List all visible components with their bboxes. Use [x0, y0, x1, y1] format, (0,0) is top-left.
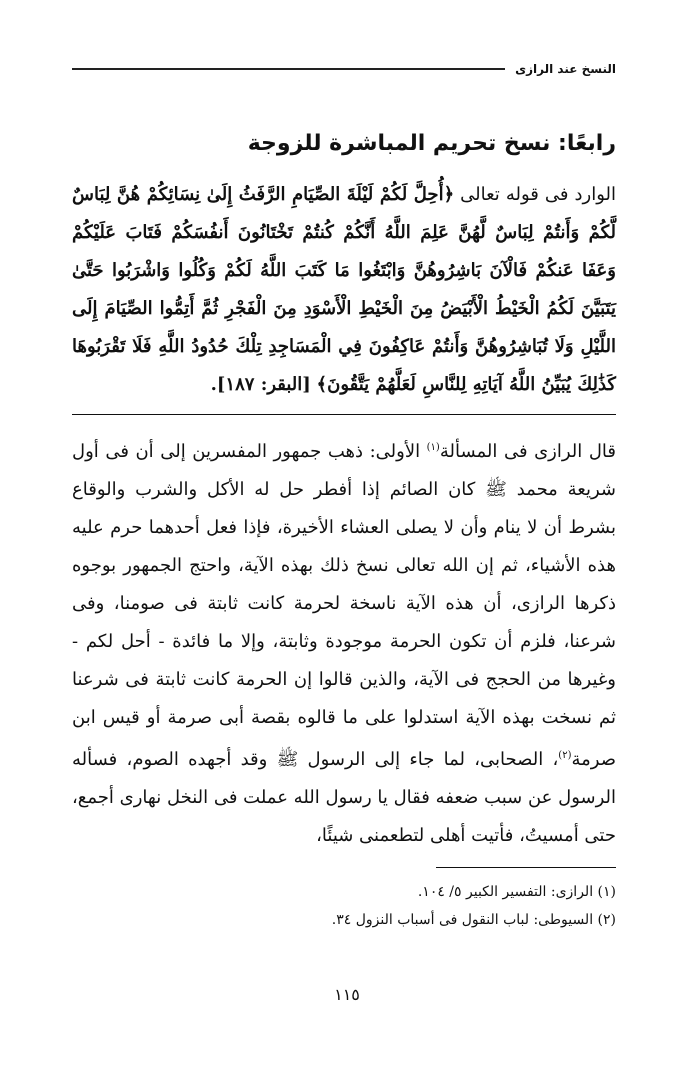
section-divider: [72, 414, 616, 415]
commentary-start: قال الرازى فى المسألة: [439, 440, 616, 462]
verse-lead: الوارد فى قوله تعالى: [460, 183, 617, 205]
section-heading: رابعًا: نسخ تحريم المباشرة للزوجة: [247, 131, 616, 156]
footnote-1: (١) الرازى: التفسير الكبير ٥/ ١٠٤.: [417, 883, 616, 900]
commentary-paragraph: [72, 429, 616, 855]
running-header-title: النسخ عند الرازى: [515, 62, 616, 76]
commentary-main: الأولى: ذهب جمهور المفسرين إلى أن فى أول شريعة محمد ﷺ كان الصائم إذا أفطر حل له الأكل والشرب والوقاع بشرط أن لا ينام وأن لا يصلى العشاء الأخيرة، فإذا فعل أحدهما حرم عليه هذه الأشياء، ثم إن الله تعالى نسخ ذلك بهذه الآية، واحتج الجمهور بوجوه ذكرها الرازى، أن هذه الآية ناسخة لحرمة كانت ثابتة فى صومنا، وفى شرعنا، فلزم أن تكون الحرمة موجودة وثابتة، وإلا ما فائدة - أحل لكم - وغيرها من الحجج فى الآية، والذين قالوا إن الحرمة كانت ثابتة فى شرعنا ثم نسخت بهذه الآية استدلوا على ما قالوه بقصة أبى صرمة أو قيس ابن صرمة: [72, 440, 616, 770]
footnote-2: (٢) السيوطى: لباب النقول فى أسباب النزول ٣٤.: [331, 911, 616, 928]
quran-verse: ﴿أُحِلَّ لَكُمْ لَيْلَةَ الصِّيَامِ الرَّفَثُ إِلَىٰ نِسَائِكُمْ هُنَّ لِبَاسٌ لَّكُمْ وَأَنتُمْ لِبَاسٌ لَّهُنَّ عَلِمَ اللَّهُ أَنَّكُمْ كُنتُمْ تَخْتَانُونَ أَنفُسَكُمْ فَتَابَ عَلَيْكُمْ وَعَفَا عَنكُمْ فَالْآنَ بَاشِرُوهُنَّ وَابْتَغُوا مَا كَتَبَ اللَّهُ لَكُمْ وَكُلُوا وَاشْرَبُوا حَتَّىٰ يَتَبَيَّنَ لَكُمُ الْخَيْطُ الْأَبْيَضُ مِنَ الْخَيْطِ الْأَسْوَدِ مِنَ الْفَجْرِ ثُمَّ أَتِمُّوا الصِّيَامَ إِلَى اللَّيْلِ وَلَا تُبَاشِرُوهُنَّ وَأَنتُمْ عَاكِفُونَ فِي الْمَسَاجِدِ تِلْكَ حُدُودُ اللَّهِ فَلَا تَقْرَبُوهَا كَذَٰلِكَ يُبَيِّنُ اللَّهُ آيَاتِهِ لِلنَّاسِ لَعَلَّهُمْ يَتَّقُونَ﴾: [72, 183, 616, 395]
footnote-rule: [436, 867, 616, 868]
verse-paragraph: [72, 176, 616, 404]
footnote-ref-2: (٢): [558, 749, 572, 761]
verse-reference: [البقر: ١٨٧].: [210, 373, 311, 395]
commentary-end: ، الصحابى، لما جاء إلى الرسول ﷺ وقد أجهده الصوم، فسأله الرسول عن سبب ضعفه فقال يا رسول الله عملت فى النخل نهارى أجمع، حتى أمسيتُ، فأتيت أهلى لتطعمنى شيئًا،: [72, 748, 616, 846]
running-header: [72, 62, 616, 76]
running-header-rule: [72, 68, 505, 70]
page-number: ١١٥: [334, 985, 360, 1004]
footnotes: [72, 878, 616, 934]
footnote-ref-1: (١): [426, 441, 440, 453]
